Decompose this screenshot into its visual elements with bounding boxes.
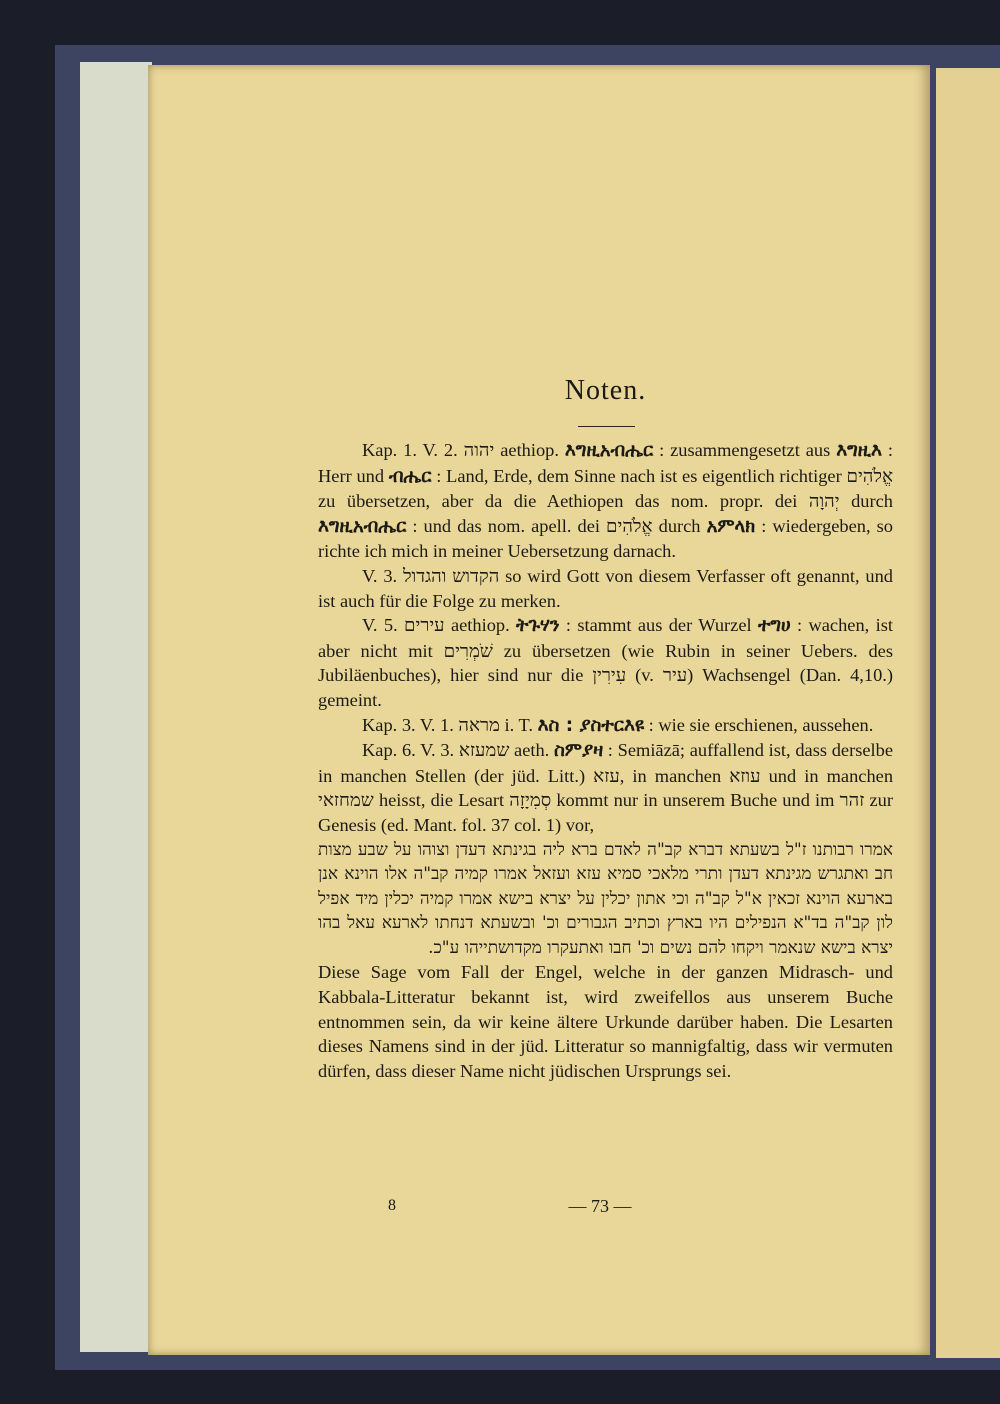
page-number: — 73 — xyxy=(568,1196,632,1216)
geez-term: ተግሀ xyxy=(757,615,791,637)
flyleaf xyxy=(80,62,152,1352)
geez-term: እግዚአብሔር xyxy=(318,515,407,537)
next-page-edge xyxy=(936,68,1000,1358)
geez-term: እግዚአብሔር xyxy=(564,440,654,461)
geez-term: እስ : ያስተርእዩ xyxy=(537,714,645,736)
notes-body xyxy=(318,330,893,1083)
note-kap1-v2: Kap. 1. V. 2. יהוה aethiop. እግዚአብሔር : zusammengesetzt aus እግዚእ : Herr und ብሔር : Land, Erde, dem Sinne nach ist es eigentlich richtiger אֱלֹהִים zu übersetzen, aber da die Aethiopen das nom. propr. dei יְהוָה durch እግዚአብሔር : und das nom. apell. dei אֱלֹהִים durch አምላክ : wiedergeben, so richte ich mich in meiner Uebersetzung darnach. xyxy=(318,440,893,562)
note-v5: V. 5. עירים aethiop. ትጉሃን : stammt aus der Wurzel ተግሀ : wachen, ist aber nicht mit שֹׁמְרִים zu übersetzen (wie Rubin in seiner Uebers. des Jubiläenbuches), hier sind nur die עִירִין (v. עיר) Wachsengel (Dan. 4,10.) gemeint. xyxy=(318,615,893,710)
geez-term: ብሔር xyxy=(388,465,432,487)
geez-term: ስምያዛ xyxy=(554,740,604,762)
note-v3: V. 3. הקדוש והגדול so wird Gott von diesem Verfasser oft genannt, und ist auch für die Folge zu merken. xyxy=(318,565,894,611)
geez-term: አምላክ xyxy=(706,515,756,537)
closing-paragraph: Diese Sage vom Fall der Engel, welche in der ganzen Midrasch- und Kabbala-Litteratur bekannt ist, wird zweifellos aus unserem Buche entnommen sein, da wir keine ältere Urkunde darüber haben. Die Lesarten dieses Namens sind in der jüd. Litteratur so mannigfaltig, dass wir vermuten dürfen, dass dieser Name nicht jüdischen Ursprungs sei. xyxy=(318,962,893,1081)
page-title: Noten. xyxy=(564,375,647,406)
hebrew-quotation: אמרו רבותנו ז"ל בשעתא דברא קב"ה לאדם ברא ליה בגינתא דעדן וצוהו על שבע מצות חב ואתגרש מגינתא דעדן ותרי מלאכי סמיא עזא ועזאל אמרו קמיה קב"ה אלו הוינא אנן בארעא הוינא זכאין א"ל קב"ה וכי אתון יכלין על יצרא בישא אמרו קמיה יכלין מיד אפיל לון קב"ה בד"א הנפילים היו בארץ וכתיב הגבורים וכ' ובשעתא דנחתו לארעא עאל בהו יצרא בישא שנאמר ויקחו להם נשים וכ' חבו ואתעקרו מקדושתייהו ע"כ. xyxy=(318,839,893,958)
geez-term: ትጉሃን xyxy=(516,615,560,637)
signature-mark: 8 xyxy=(388,1197,396,1214)
note-kap3-v1: Kap. 3. V. 1. מראה i. T. እስ : ያስተርእዩ : wie sie erschienen, aussehen. xyxy=(362,714,874,736)
geez-term: እግዚእ xyxy=(836,440,882,461)
note-kap6-v3: Kap. 6. V. 3. שמעזא aeth. ስምያዛ : Semiāzā; auffallend ist, dass derselbe in manchen Stellen (der jüd. Litt.) עזא, in manchen עוזא und in manchen שמחזאי heisst, die Lesart סְמִיָזָה kommt nur in unserem Buche und im זהר zur Genesis (ed. Mant. fol. 37 col. 1) vor, xyxy=(318,740,894,835)
